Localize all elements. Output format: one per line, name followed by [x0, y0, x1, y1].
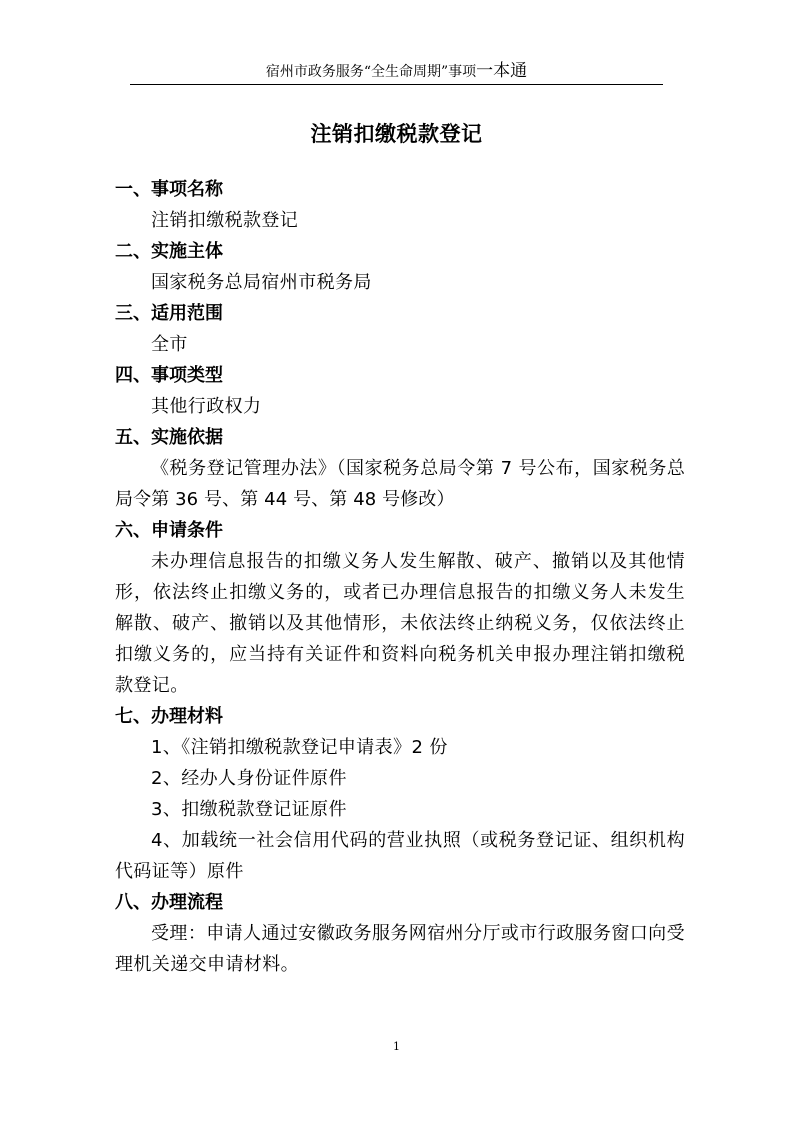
section-body: 国家税务总局宿州市税务局	[151, 272, 372, 293]
section-heading: 七、办理材料	[115, 706, 223, 727]
section-body: 全市	[151, 334, 188, 355]
section-process	[115, 887, 685, 980]
section-body: 受理：申请人通过安徽政务服务网宿州分厅或市行政服务窗口向受理机关递交申请材料。	[115, 923, 685, 975]
section-item-name	[115, 174, 685, 236]
material-item: 4、加载统一社会信用代码的营业执照（或税务登记证、组织机构代码证等）原件	[115, 830, 685, 882]
section-heading: 一、事项名称	[115, 179, 223, 200]
section-scope	[115, 298, 685, 360]
section-heading: 六、申请条件	[115, 520, 223, 541]
section-application-conditions	[115, 515, 685, 701]
section-implementing-body	[115, 236, 685, 298]
page-header	[130, 60, 663, 85]
material-item: 3、扣缴税款登记证原件	[151, 799, 347, 820]
document-body	[115, 174, 685, 980]
section-heading: 四、事项类型	[115, 365, 223, 386]
section-required-materials	[115, 701, 685, 887]
header-text-suffix: 一本通	[476, 61, 528, 81]
section-heading: 三、适用范围	[115, 303, 223, 324]
material-item: 2、经办人身份证件原件	[151, 768, 347, 789]
section-body: 注销扣缴税款登记	[151, 210, 299, 231]
materials-list	[115, 732, 685, 887]
section-legal-basis	[115, 422, 685, 515]
section-heading: 八、办理流程	[115, 892, 223, 913]
section-heading: 二、实施主体	[115, 241, 223, 262]
section-body: 《税务登记管理办法》（国家税务总局令第 7 号公布，国家税务总局令第 36 号、第 44 号、第 48 号修改）	[115, 458, 685, 510]
section-body: 未办理信息报告的扣缴义务人发生解散、破产、撤销以及其他情形，依法终止扣缴义务的，或者已办理信息报告的扣缴义务人未发生解散、破产、撤销以及其他情形，未依法终止纳税义务，仅依法终止扣缴义务的，应当持有关证件和资料向税务机关申报办理注销扣缴税款登记。	[115, 551, 685, 696]
section-item-type	[115, 360, 685, 422]
header-text: 宿州市政务服务“全生命周期”事项	[265, 64, 477, 80]
section-body: 其他行政权力	[151, 396, 262, 417]
material-item: 1、《注销扣缴税款登记申请表》2 份	[151, 737, 448, 758]
page-number: 1	[393, 1040, 400, 1053]
section-heading: 五、实施依据	[115, 427, 223, 448]
document-title: 注销扣缴税款登记	[310, 122, 483, 146]
